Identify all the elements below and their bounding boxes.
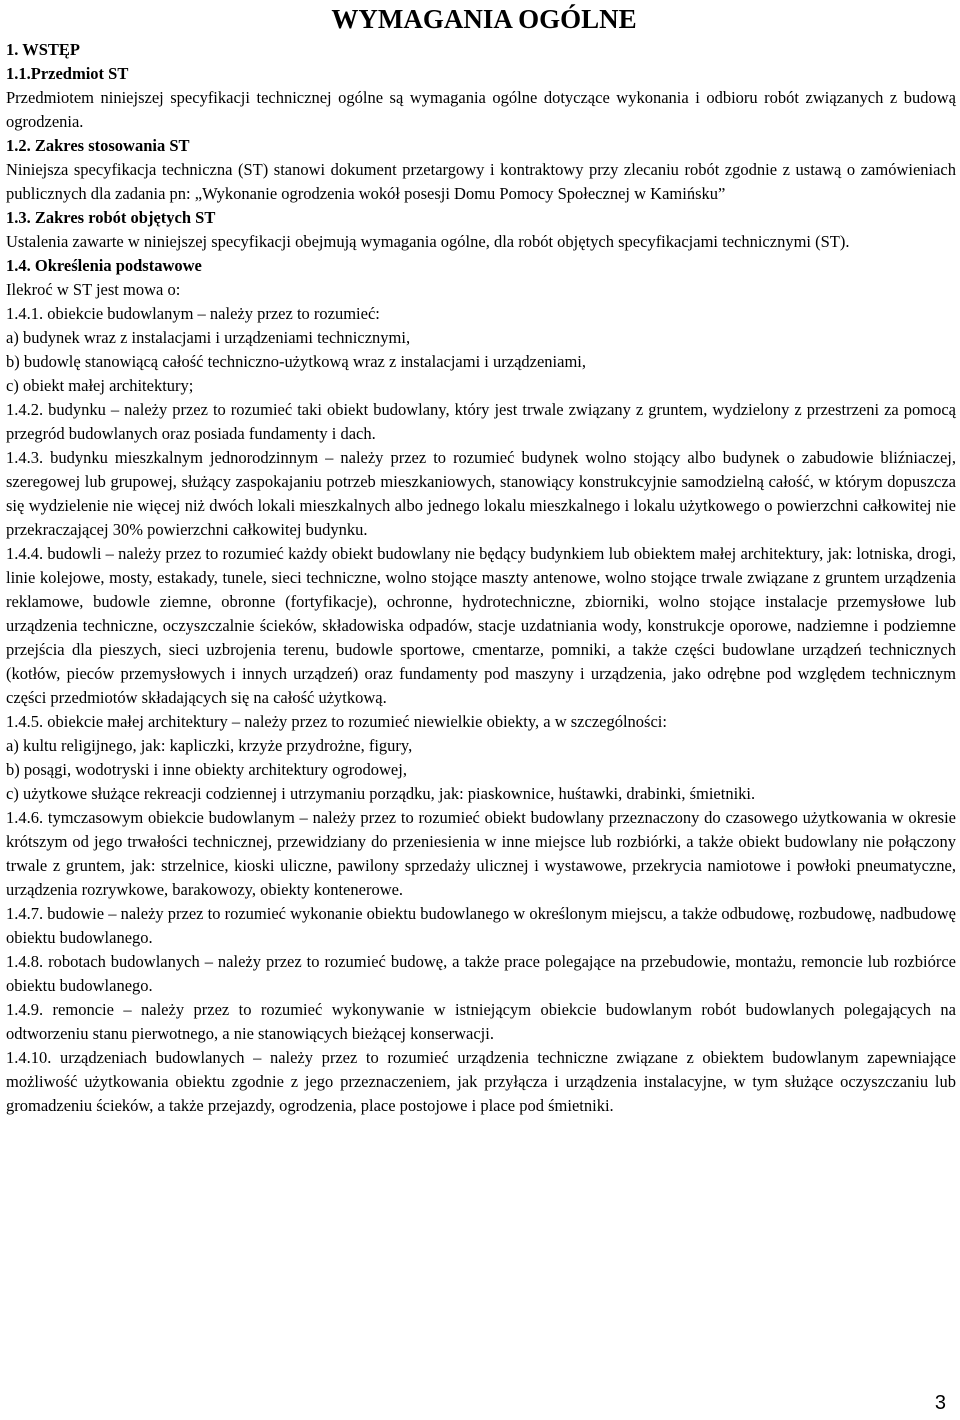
definition-budowa: 1.4.7. budowie – należy przez to rozumieć wykonanie obiektu budowlanego w określonym miejscu, a także odbudowę, rozbudowę, nadbudowę obiektu budowlanego. (6, 904, 956, 947)
page-number: 3 (934, 1392, 946, 1414)
section-heading-okreslenia: 1.4. Określenia podstawowe (6, 256, 202, 275)
document-title: WYMAGANIA OGÓLNE (331, 4, 637, 34)
section-heading-wstep: 1. WSTĘP (6, 40, 80, 59)
definition-item: a) budynek wraz z instalacjami i urządzeniami technicznymi, (6, 328, 411, 347)
definition-tymczasowy-obiekt: 1.4.6. tymczasowym obiekcie budowlanym – należy przez to rozumieć obiekt budowlany przeznaczony do czasowego użytkowania w okresie krótszym od jego trwałości technicznej, przewidziany do przeniesienia w inne miejsce lub rozbiórki, a także obiekt budowlany nie połączony trwale z gruntem, jak: strzelnice, kioski uliczne, pawilony sprzedaży ulicznej i wystawowe, przekrycia namiotowe i powłoki pneumatyczne, urządzenia rozrywkowe, barakowozy, obiekty kontenerowe. (6, 808, 956, 899)
definition-mala-architektura: 1.4.5. obiekcie małej architektury – należy przez to rozumieć niewielkie obiekty, a w szczególności: (6, 712, 667, 731)
section-heading-przedmiot: 1.1.Przedmiot ST (6, 64, 129, 83)
definition-budynek: 1.4.2. budynku – należy przez to rozumieć taki obiekt budowlany, który jest trwale związany z gruntem, wydzielony z przestrzeni za pomocą przegród budowlanych oraz posiada fundamenty i dach. (6, 400, 956, 443)
definition-item: a) kultu religijnego, jak: kapliczki, krzyże przydrożne, figury, (6, 736, 413, 755)
definition-obiekt-budowlany: 1.4.1. obiekcie budowlanym – należy przez to rozumieć: (6, 304, 380, 323)
definition-roboty-budowlane: 1.4.8. robotach budowlanych – należy przez to rozumieć budowę, a także prace polegające na przebudowie, montażu, remoncie lub rozbiórce obiektu budowlanego. (6, 952, 956, 995)
section-text-przedmiot: Przedmiotem niniejszej specyfikacji technicznej ogólne są wymagania ogólne dotyczące wykonania i odbioru robót związanych z budową ogrodzenia. (6, 88, 956, 131)
document-page (6, 0, 956, 1118)
definition-item: c) obiekt małej architektury; (6, 376, 194, 395)
definition-budynek-jednorodzinny: 1.4.3. budynku mieszkalnym jednorodzinnym – należy przez to rozumieć budynek wolno stojący albo budynek o zabudowie bliźniaczej, szeregowej lub grupowej, służący zaspokajaniu potrzeb mieszkaniowych, stanowiący konstrukcyjnie samodzielną całość, w którym dopuszcza się wydzielenie nie więcej niż dwóch lokali mieszkalnych albo jednego lokalu mieszkalnego i lokalu użytkowego o powierzchni całkowitej nie przekraczającej 30% powierzchni całkowitej budynku. (6, 448, 956, 539)
definition-item: b) posągi, wodotryski i inne obiekty architektury ogrodowej, (6, 760, 407, 779)
definition-urzadzenia-budowlane: 1.4.10. urządzeniach budowlanych – należy przez to rozumieć urządzenia techniczne związane z obiektem budowlanym zapewniające możliwość użytkowania obiektu zgodnie z jego przeznaczeniem, jak przyłącza i urządzenia instalacyjne, w tym służące oczyszczaniu lub gromadzeniu ścieków, a także przejazdy, ogrodzenia, place postojowe i place pod śmietniki. (6, 1048, 956, 1115)
section-heading-zakres-robot: 1.3. Zakres robót objętych ST (6, 208, 216, 227)
definition-item: b) budowlę stanowiącą całość techniczno-użytkową wraz z instalacjami i urządzeniami, (6, 352, 586, 371)
section-heading-zakres-stosowania: 1.2. Zakres stosowania ST (6, 136, 190, 155)
section-intro-okreslenia: Ilekroć w ST jest mowa o: (6, 280, 181, 299)
definition-item: c) użytkowe służące rekreacji codziennej i utrzymaniu porządku, jak: piaskownice, huśtawki, drabinki, śmietniki. (6, 784, 756, 803)
definition-budowla: 1.4.4. budowli – należy przez to rozumieć każdy obiekt budowlany nie będący budynkiem lub obiektem małej architektury, jak: lotniska, drogi, linie kolejowe, mosty, estakady, tunele, sieci techniczne, wolno stojące maszty antenowe, wolno stojące trwale związane z gruntem urządzenia reklamowe, budowle ziemne, obronne (fortyfikacje), ochronne, hydrotechniczne, zbiorniki, wolno stojące instalacje przemysłowe lub urządzenia techniczne, oczyszczalnie ścieków, składowiska odpadów, stacje uzdatniania wody, konstrukcje oporowe, nadziemne i podziemne przejścia dla pieszych, sieci uzbrojenia terenu, budowle sportowe, cmentarze, pomniki, a także części budowlane urządzeń technicznych (kotłów, pieców przemysłowych i innych urządzeń) oraz fundamenty pod maszyny i urządzenia, jako odrębne pod względem technicznym części przedmiotów składających się na całość użytkową. (6, 544, 956, 707)
section-text-zakres-stosowania: Niniejsza specyfikacja techniczna (ST) stanowi dokument przetargowy i kontraktowy przy zlecaniu robót zgodnie z ustawą o zamówieniach publicznych dla zadania pn: „Wykonanie ogrodzenia wokół posesji Domu Pomocy Społecznej w Kamińsku” (6, 160, 956, 203)
section-text-zakres-robot: Ustalenia zawarte w niniejszej specyfikacji obejmują wymagania ogólne, dla robót objętych specyfikacjami technicznymi (ST). (6, 232, 850, 251)
definition-remont: 1.4.9. remoncie – należy przez to rozumieć wykonywanie w istniejącym obiekcie budowlanym robót budowlanych polegających na odtworzeniu stanu pierwotnego, a nie stanowiących bieżącej konserwacji. (6, 1000, 956, 1043)
